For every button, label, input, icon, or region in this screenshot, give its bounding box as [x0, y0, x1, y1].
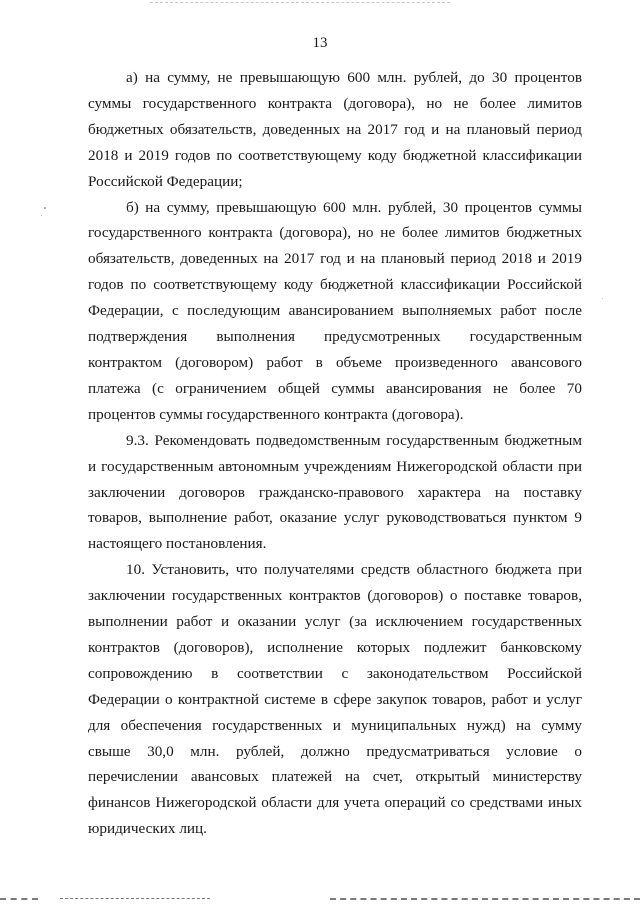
scan-speck	[44, 207, 46, 209]
scan-speck	[602, 298, 603, 299]
paragraph-clause-10: 10. Установить, что получателями средств областного бюджета при заключении государственных контрактов (договоров) о поставке товаров, выполнении работ и оказании услуг (за исключением государственных контрактов (договоров), исполнение которых подлежит банковскому сопровождению в соответствии с законодательством Российской Федерации о контрактной системе в сфере закупок товаров, работ и услуг для обеспечения государственных и муниципальных нужд) на сумму свыше 30,0 млн. рублей, должно предусматриваться условие о перечислении авансовых платежей на счет, открытый министерству финансов Нижегородской области для учета операций со средствами иных юридических лиц.	[88, 561, 582, 838]
paragraph-item-b: б) на сумму, превышающую 600 млн. рублей, 30 процентов суммы государственного контракта (договора), но не более лимитов бюджетных обязательств, доведенных на 2017 год и на плановый период 2018 и 2019 годов по соответствующему коду бюджетной классификации Российской Федерации, с последующим авансированием выполняемых работ после подтверждения выполнения предусмотренных государственным контрактом (договором) работ в объеме произведенного авансового платежа (с ограничением общей суммы авансирования не более 70 процентов суммы государственного контракта (договора).	[88, 198, 582, 423]
scan-edge-bottom	[60, 898, 210, 899]
scan-edge-bottom	[330, 898, 640, 900]
paragraph-item-a: а) на сумму, не превышающую 600 млн. рублей, до 30 процентов суммы государственного контракта (договора), но не более лимитов бюджетных обязательств, доведенных на 2017 год и на плановый период 2018 и 2019 годов по соответствующему коду бюджетной классификации Российской Федерации;	[88, 69, 582, 190]
scan-speck	[41, 215, 42, 216]
scan-edge-top	[150, 2, 450, 3]
scan-edge-bottom	[0, 898, 38, 900]
paragraph-clause-9-3: 9.3. Рекомендовать подведомственным государственным бюджетным и государственным автономным учреждениям Нижегородской области при заключении договоров гражданско-правового характера на поставку товаров, выполнение работ, оказание услуг руководствоваться пунктом 9 настоящего постановления.	[88, 431, 582, 553]
page-number: 13	[312, 35, 328, 51]
document-body	[88, 65, 582, 842]
